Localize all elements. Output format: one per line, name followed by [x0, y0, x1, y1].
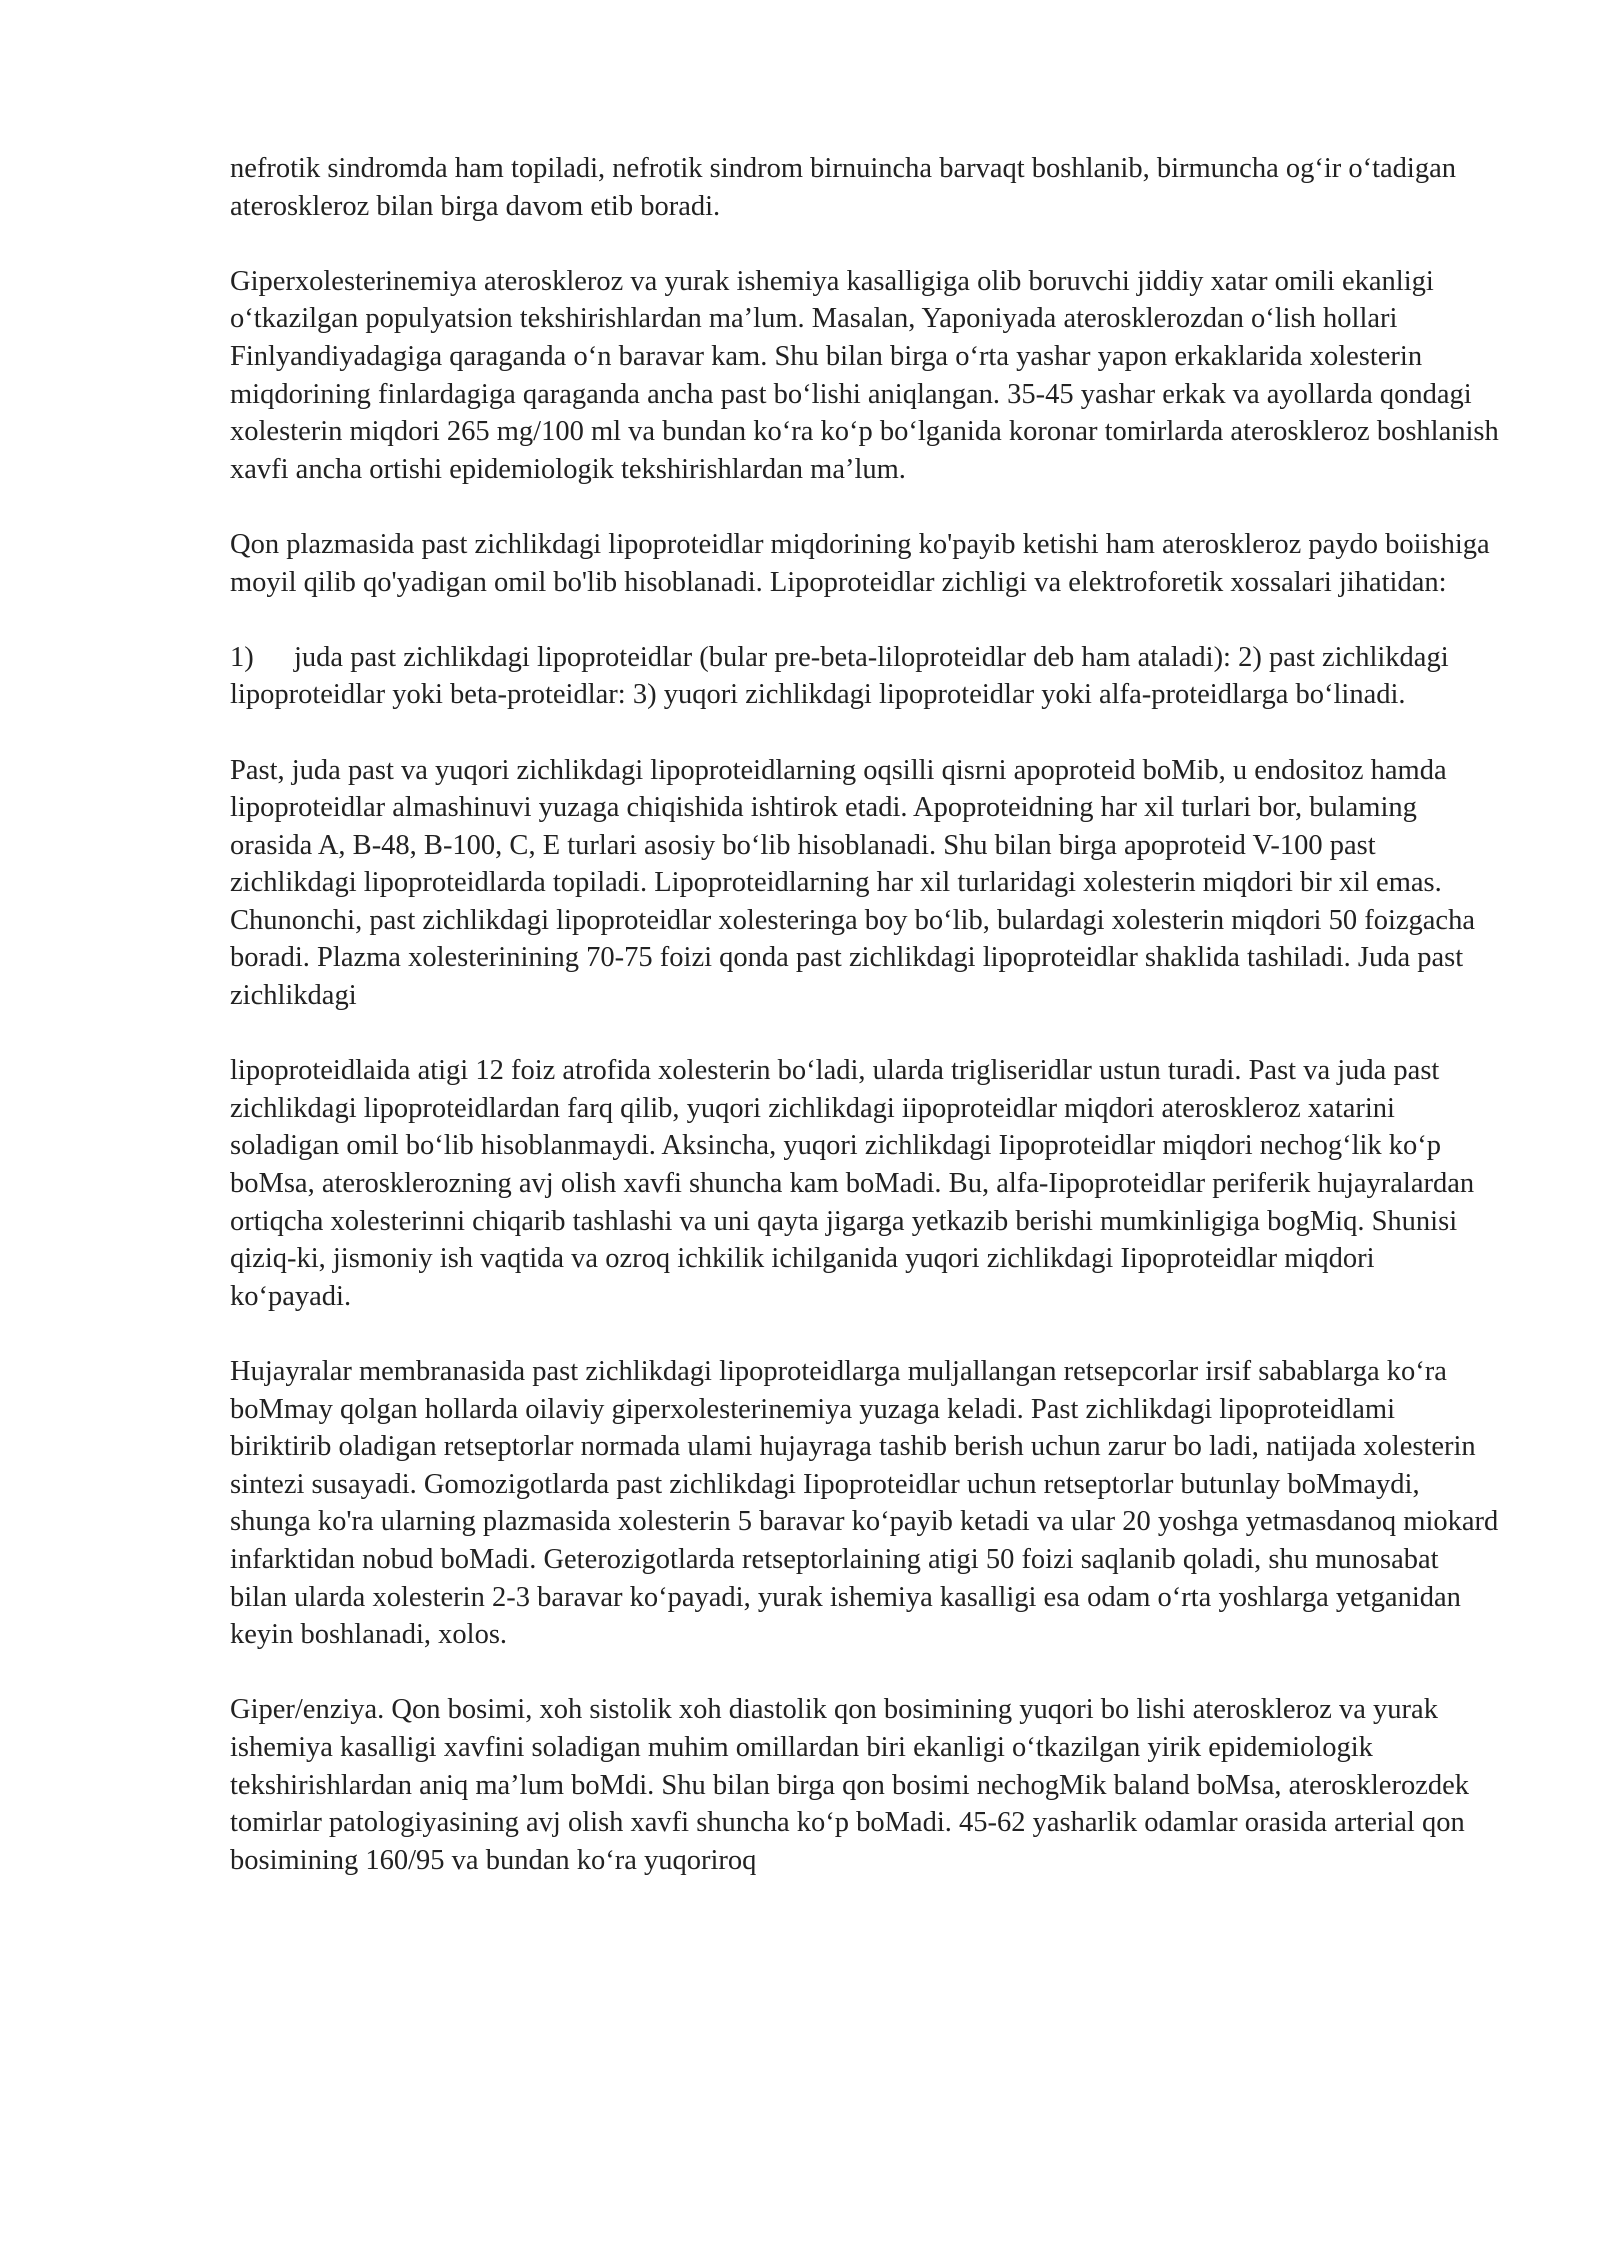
paragraph-6: lipoproteidlaida atigi 12 foiz atrofida xolesterin bo‘ladi, ularda trigliseridlar ustun turadi. Past va juda past zichlikdagi lipoproteidlardan farq qilib, yuqori zichlikdagi iipoproteidlar miqdori ateroskleroz xatarini soladigan omil bo‘lib hisoblanmaydi. Aksincha, yuqori zichlikdagi Iipoproteidlar miqdori nechog‘lik ko‘p boMsa, aterosklerozning avj olish xavfi shuncha kam boMadi. Bu, alfa-Iipoproteidlar periferik hujayralardan ortiqcha xolesterinni chiqarib tashlashi va uni qayta jigarga yetkazib berishi mumkinligiga bogMiq. Shunisi qiziq-ki, jismoniy ish vaqtida va ozroq ichkilik ichilganida yuqori zichlikdagi Iipoproteidlar miqdori ko‘payadi. — [230, 1055, 1475, 1312]
paragraph-3: Qon plazmasida past zichlikdagi lipoproteidlar miqdorining ko'payib ketishi ham ateroskleroz paydo boiishiga moyil qilib qo'yadigan omil bo'lib hisoblanadi. Lipoproteidlar zichligi va elektroforetik xossalari jihatidan: — [230, 528, 1490, 598]
paragraph-8: Giper/enziya. Qon bosimi, xoh sistolik xoh diastolik qon bosimining yuqori bo lishi ateroskleroz va yurak ishemiya kasalligi xavfini soladigan muhim omillardan biri ekanligi o‘tkazilgan yirik epidemiologik tekshirishlardan aniq ma’lum boMdi. Shu bilan birga qon bosimi nechogMik baland boMsa, aterosklerozdek tomirlar patologiyasining avj olish xavfi shuncha ko‘p boMadi. 45-62 yasharlik odamlar orasida arterial qon bosimining 160/95 va bundan ko‘ra yuqoriroq — [230, 1694, 1469, 1876]
list-paragraph-text: juda past zichlikdagi lipoproteidlar (bular pre-beta-liloproteidlar deb ham ataladi): 2) past zichlikdagi lipoproteidlar yoki beta-proteidlar: 3) yuqori zichlikdagi lipoproteidlar yoki alfa-proteidlarga bo‘linadi. — [230, 641, 1449, 711]
list-marker: 1) — [230, 641, 254, 673]
paragraph-7: Hujayralar membranasida past zichlikdagi lipoproteidlarga muljallangan retsepcorlar irsif sabablarga ko‘ra boMmay qolgan hollarda oilaviy giperxolesterinemiya yuzaga keladi. Past zichlikdagi lipoproteidlami biriktirib oladigan retseptorlar normada ulami hujayraga tashib berish uchun zarur bo ladi, natijada xolesterin sintezi susayadi. Gomozigotlarda past zichlikdagi Iipoproteidlar uchun retseptorlar butunlay boMmaydi, shunga ko'ra ularning plazmasida xolesterin 5 baravar ko‘payib ketadi va ular 20 yoshga yetmasdanoq miokard infarktidan nobud boMadi. Geterozigotlarda retseptorlaining atigi 50 foizi saqlanib qoladi, shu munosabat bilan ularda xolesterin 2-3 baravar ko‘payadi, yurak ishemiya kasalligi esa odam o‘rta yoshlarga yetganidan keyin boshlanadi, xolos. — [230, 1356, 1499, 1651]
list-paragraph — [230, 639, 1500, 714]
paragraph-1: nefrotik sindromda ham topiladi, nefrotik sindrom birnuincha barvaqt boshlanib, birmuncha og‘ir o‘tadigan ateroskleroz bilan birga davom etib boradi. — [230, 153, 1457, 222]
document-page — [230, 150, 1500, 1879]
paragraph-2: Giperxolesterinemiya ateroskleroz va yurak ishemiya kasalligiga olib boruvchi jiddiy xatar omili ekanligi o‘tkazilgan populyatsion tekshirishlardan ma’lum. Masalan, Yaponiyada aterosklerozdan o‘lish hollari Finlyandiyadagiga qaraganda o‘n baravar kam. Shu bilan birga o‘rta yashar yapon erkaklarida xolesterin miqdorining finlardagiga qaraganda ancha past bo‘lishi aniqlangan. 35-45 yashar erkak va ayollarda qondagi xolesterin miqdori 265 mg/100 ml va bundan ko‘ra ko‘p bo‘lganida koronar tomirlarda ateroskleroz boshlanish xavfi ancha ortishi epidemiologik tekshirishlardan ma’lum. — [230, 265, 1499, 485]
paragraph-5: Past, juda past va yuqori zichlikdagi lipoproteidlarning oqsilli qisrni apoproteid boMib, u endositoz hamda lipoproteidlar almashinuvi yuzaga chiqishida ishtirok etadi. Apoproteidning har xil turlari bor, bulaming orasida A, B-48, B-100, C, E turlari asosiy bo‘lib hisoblanadi. Shu bilan birga apoproteid V-100 past zichlikdagi lipoproteidlarda topiladi. Lipoproteidlarning har xil turlaridagi xolesterin miqdori bir xil emas. Chunonchi, past zichlikdagi lipoproteidlar xolesteringa boy bo‘lib, bulardagi xolesterin miqdori 50 foizgacha boradi. Plazma xolesterinining 70-75 foizi qonda past zichlikdagi lipoproteidlar shaklida tashiladi. Juda past zichlikdagi — [230, 754, 1475, 1012]
